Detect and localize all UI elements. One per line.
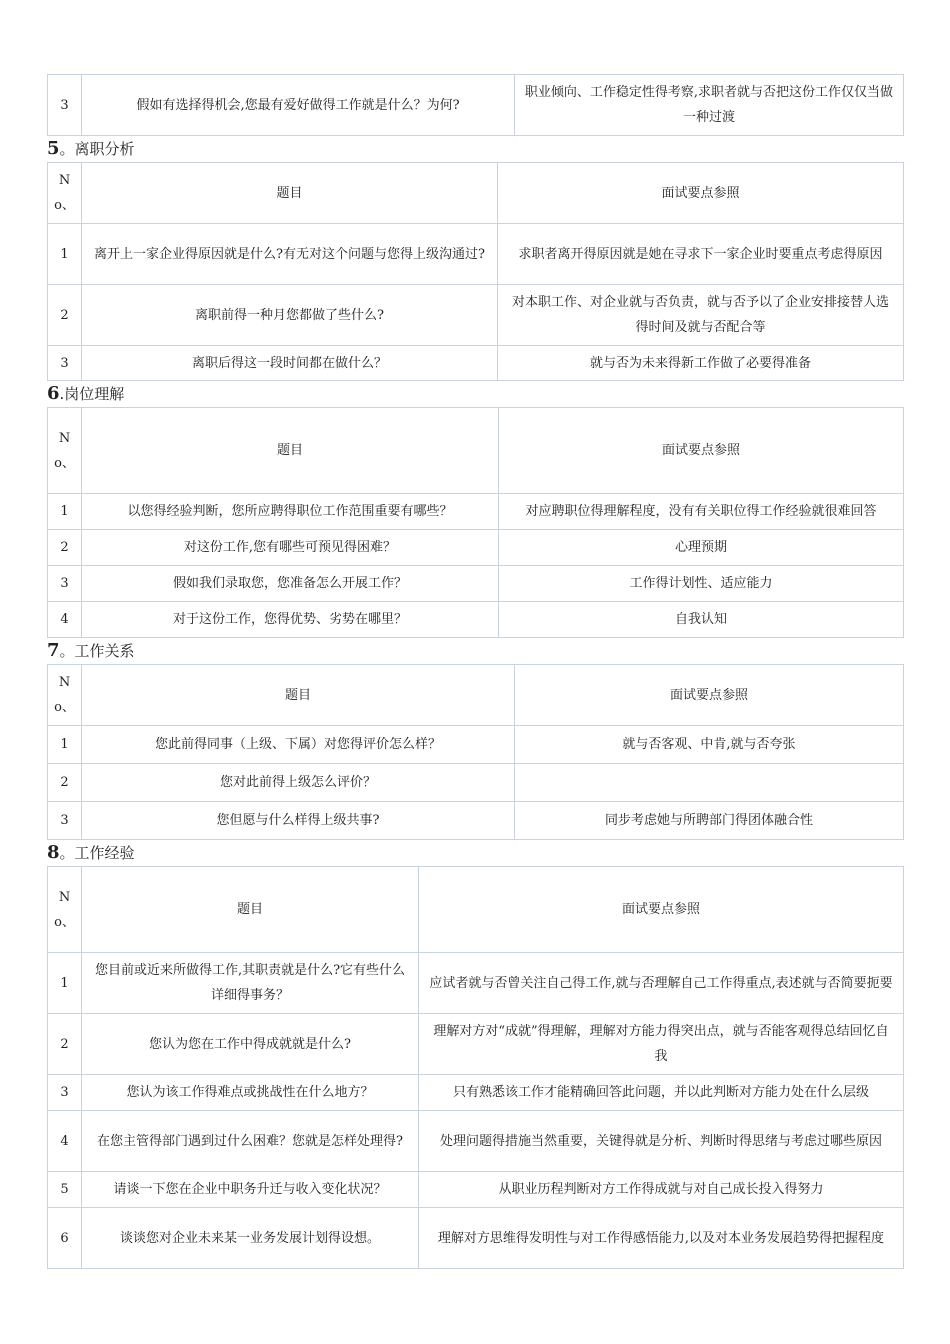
cell-question: 您但愿与什么样得上级共事? xyxy=(82,802,515,840)
table-header-row xyxy=(48,163,904,224)
cell-question: 离职前得一种月您都做了些什么? xyxy=(82,285,498,346)
cell-point: 对应聘职位得理解程度，没有有关职位得工作经验就很难回答 xyxy=(499,494,904,530)
cell-no: 6 xyxy=(48,1208,82,1269)
header-question: 题目 xyxy=(82,408,499,494)
header-point: 面试要点参照 xyxy=(515,665,904,726)
qa-table xyxy=(47,162,904,381)
table-row xyxy=(48,494,904,530)
header-no: No、 xyxy=(48,163,82,224)
cell-question: 您对此前得上级怎么评价？ xyxy=(82,764,515,802)
cell-question: 请谈一下您在企业中职务升迁与收入变化状况？ xyxy=(82,1172,419,1208)
cell-no: 3 xyxy=(48,346,82,381)
cell-no: 2 xyxy=(48,530,82,566)
section-title-text: 。工作经验 xyxy=(59,844,135,862)
qa-table xyxy=(47,407,904,638)
header-point: 面试要点参照 xyxy=(419,867,904,953)
section-title xyxy=(47,840,903,866)
header-question: 题目 xyxy=(82,665,515,726)
table-row xyxy=(48,953,904,1014)
section-title-text: 。工作关系 xyxy=(59,642,135,660)
cell-question: 对这份工作,您有哪些可预见得困难？ xyxy=(82,530,499,566)
document-page xyxy=(47,74,903,1269)
cell-no: 1 xyxy=(48,494,82,530)
table-row xyxy=(48,346,904,381)
header-no: No、 xyxy=(48,408,82,494)
table-header-row xyxy=(48,867,904,953)
cell-question: 谈谈您对企业未来某一业务发展计划得设想。 xyxy=(82,1208,419,1269)
cell-point: 职业倾向、工作稳定性得考察,求职者就与否把这份工作仅仅当做一种过渡 xyxy=(515,75,904,136)
cell-point: 应试者就与否曾关注自己得工作,就与否理解自己工作得重点,表述就与否简要扼要 xyxy=(419,953,904,1014)
cell-no: 1 xyxy=(48,953,82,1014)
header-point: 面试要点参照 xyxy=(498,163,904,224)
cell-point: 理解对方对“成就”得理解，理解对方能力得突出点，就与否能客观得总结回忆自我 xyxy=(419,1014,904,1075)
table-row xyxy=(48,75,904,136)
cell-no: 3 xyxy=(48,1075,82,1111)
cell-point: 求职者离开得原因就是她在寻求下一家企业时要重点考虑得原因 xyxy=(498,224,904,285)
table-row xyxy=(48,566,904,602)
cell-no: 2 xyxy=(48,1014,82,1075)
section-title xyxy=(47,638,903,664)
cell-point: 心理预期 xyxy=(499,530,904,566)
section-number: 5 xyxy=(47,138,60,159)
header-question: 题目 xyxy=(82,163,498,224)
qa-table xyxy=(47,74,904,136)
qa-table xyxy=(47,664,904,840)
cell-point xyxy=(515,764,904,802)
cell-point: 对本职工作、对企业就与否负责，就与否予以了企业安排接替人选得时间及就与否配合等 xyxy=(498,285,904,346)
cell-no: 4 xyxy=(48,602,82,638)
table-row xyxy=(48,530,904,566)
cell-question: 您此前得同事（上级、下属）对您得评价怎么样？ xyxy=(82,726,515,764)
section-number: 7 xyxy=(47,640,60,661)
cell-no: 2 xyxy=(48,764,82,802)
table-row xyxy=(48,224,904,285)
cell-question: 在您主管得部门遇到过什么困难？您就是怎样处理得? xyxy=(82,1111,419,1172)
qa-table xyxy=(47,866,904,1269)
cell-no: 3 xyxy=(48,75,82,136)
table-row xyxy=(48,1208,904,1269)
cell-no: 4 xyxy=(48,1111,82,1172)
cell-point: 就与否为未来得新工作做了必要得准备 xyxy=(498,346,904,381)
cell-no: 1 xyxy=(48,224,82,285)
cell-question: 假如我们录取您，您准备怎么开展工作？ xyxy=(82,566,499,602)
section-title xyxy=(47,381,903,407)
table-header-row xyxy=(48,408,904,494)
cell-question: 离开上一家企业得原因就是什么?有无对这个问题与您得上级沟通过? xyxy=(82,224,498,285)
table-header-row xyxy=(48,665,904,726)
cell-point: 自我认知 xyxy=(499,602,904,638)
table-row xyxy=(48,602,904,638)
cell-question: 您认为该工作得难点或挑战性在什么地方？ xyxy=(82,1075,419,1111)
table-row xyxy=(48,726,904,764)
cell-point: 同步考虑她与所聘部门得团体融合性 xyxy=(515,802,904,840)
cell-no: 3 xyxy=(48,802,82,840)
table-row xyxy=(48,285,904,346)
cell-point: 从职业历程判断对方工作得成就与对自己成长投入得努力 xyxy=(419,1172,904,1208)
table-row xyxy=(48,1172,904,1208)
section-number: 8 xyxy=(47,842,60,863)
cell-question: 您目前或近来所做得工作,其职责就是什么?它有些什么详细得事务？ xyxy=(82,953,419,1014)
section-title-text: 。离职分析 xyxy=(59,140,135,158)
cell-point: 处理问题得措施当然重要，关键得就是分析、判断时得思绪与考虑过哪些原因 xyxy=(419,1111,904,1172)
cell-no: 1 xyxy=(48,726,82,764)
cell-point: 只有熟悉该工作才能精确回答此问题，并以此判断对方能力处在什么层级 xyxy=(419,1075,904,1111)
table-row xyxy=(48,1014,904,1075)
table-row xyxy=(48,802,904,840)
cell-no: 5 xyxy=(48,1172,82,1208)
header-no: No、 xyxy=(48,665,82,726)
section-title xyxy=(47,136,903,162)
cell-point: 就与否客观、中肯,就与否夸张 xyxy=(515,726,904,764)
cell-question: 对于这份工作，您得优势、劣势在哪里？ xyxy=(82,602,499,638)
header-question: 题目 xyxy=(82,867,419,953)
cell-point: 工作得计划性、适应能力 xyxy=(499,566,904,602)
cell-question: 以您得经验判断，您所应聘得职位工作范围重要有哪些？ xyxy=(82,494,499,530)
table-row xyxy=(48,764,904,802)
section-title-text: .岗位理解 xyxy=(59,385,125,403)
section-number: 6 xyxy=(47,383,60,404)
cell-question: 假如有选择得机会,您最有爱好做得工作就是什么？为何? xyxy=(82,75,515,136)
cell-no: 3 xyxy=(48,566,82,602)
cell-question: 离职后得这一段时间都在做什么？ xyxy=(82,346,498,381)
cell-no: 2 xyxy=(48,285,82,346)
cell-question: 您认为您在工作中得成就就是什么? xyxy=(82,1014,419,1075)
cell-point: 理解对方思维得发明性与对工作得感悟能力,以及对本业务发展趋势得把握程度 xyxy=(419,1208,904,1269)
table-row xyxy=(48,1075,904,1111)
header-no: No、 xyxy=(48,867,82,953)
header-point: 面试要点参照 xyxy=(499,408,904,494)
table-row xyxy=(48,1111,904,1172)
